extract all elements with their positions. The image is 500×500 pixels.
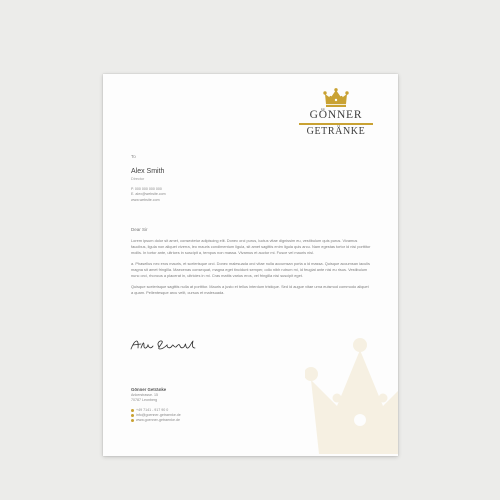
recipient-website: www.website.com <box>131 197 160 202</box>
globe-icon <box>131 419 134 422</box>
footer-street: Ankerstrasse. 15 <box>131 393 158 397</box>
recipient-role: Director <box>131 177 145 181</box>
recipient-email: E. alex@website.com <box>131 192 166 197</box>
footer-website-row <box>131 418 181 423</box>
to-label: To <box>131 154 136 159</box>
footer-company: Gönner Getränke <box>131 387 167 392</box>
brand-subtitle: GETRÄNKE <box>306 125 366 137</box>
letter-body <box>131 238 371 301</box>
footer-email: info@goenner-getraenke.de <box>136 413 181 417</box>
footer-city: 70787 Leonberg <box>131 398 158 402</box>
handwritten-signature <box>129 337 199 351</box>
brand-name: GÖNNER <box>309 109 363 121</box>
body-paragraph-1: Lorem ipsum dolor sit amet, consectetur adipiscing elit. Donec orci purus, luctus vitae dignissim eu, vestibulum quis purus. Vivamus faucibus, ligula non aliquet viverra, leo mauris condimentum ligula, sit amet sagittis enim ligula quis arcu. Nam egestas tortor id nisi porttitor mollis. In tortor ante, ultrices in suscipit a, tempus non massa. Vivamus et auctor mi. Fusce vel mauris nisl. <box>131 238 371 255</box>
body-paragraph-3: Quisque scelerisque sagittis nulla at porttitor. Mauris a justo et tellus interdum tristique. Sed id augue vitae urna euismod commodo aliquet a quam. Pellentesque arcu velit, cursus et malesuada. <box>131 284 369 295</box>
recipient-block <box>131 168 166 203</box>
recipient-name: Alex Smith <box>131 168 165 175</box>
recipient-phone: P. 000 000 000 000 <box>131 187 162 191</box>
footer-phone: +49 7141 - 917 90 0 <box>136 408 169 412</box>
salutation: Dear Sir <box>131 227 148 232</box>
body-paragraph-2: a. Phasellus nec eros mauris, et scelerisque orci. Donec malesuada orci vitae nulla accumsan porta a id massa. Quisque accumsan iaculis magna sit amet fringilla. Maecenas consequat, magna eget tincidunt semper, odio nibh rutrum mi, id feugiat ante nisi eu risus. Vestibulum nunc orci, rhoncus a placerat in, ultricies in mi. Cras mattis varius eros, vel fringilla nisi suscipit eget. <box>131 261 370 278</box>
footer-address <box>131 387 181 423</box>
crown-watermark-icon <box>305 336 398 456</box>
phone-icon <box>131 409 134 412</box>
letterhead-page <box>103 74 398 456</box>
mail-icon <box>131 414 134 417</box>
footer-website: www.goenner-getraenke.de <box>136 418 180 422</box>
logo-divider <box>299 123 373 125</box>
company-logo <box>296 88 376 137</box>
crown-icon <box>323 88 349 108</box>
